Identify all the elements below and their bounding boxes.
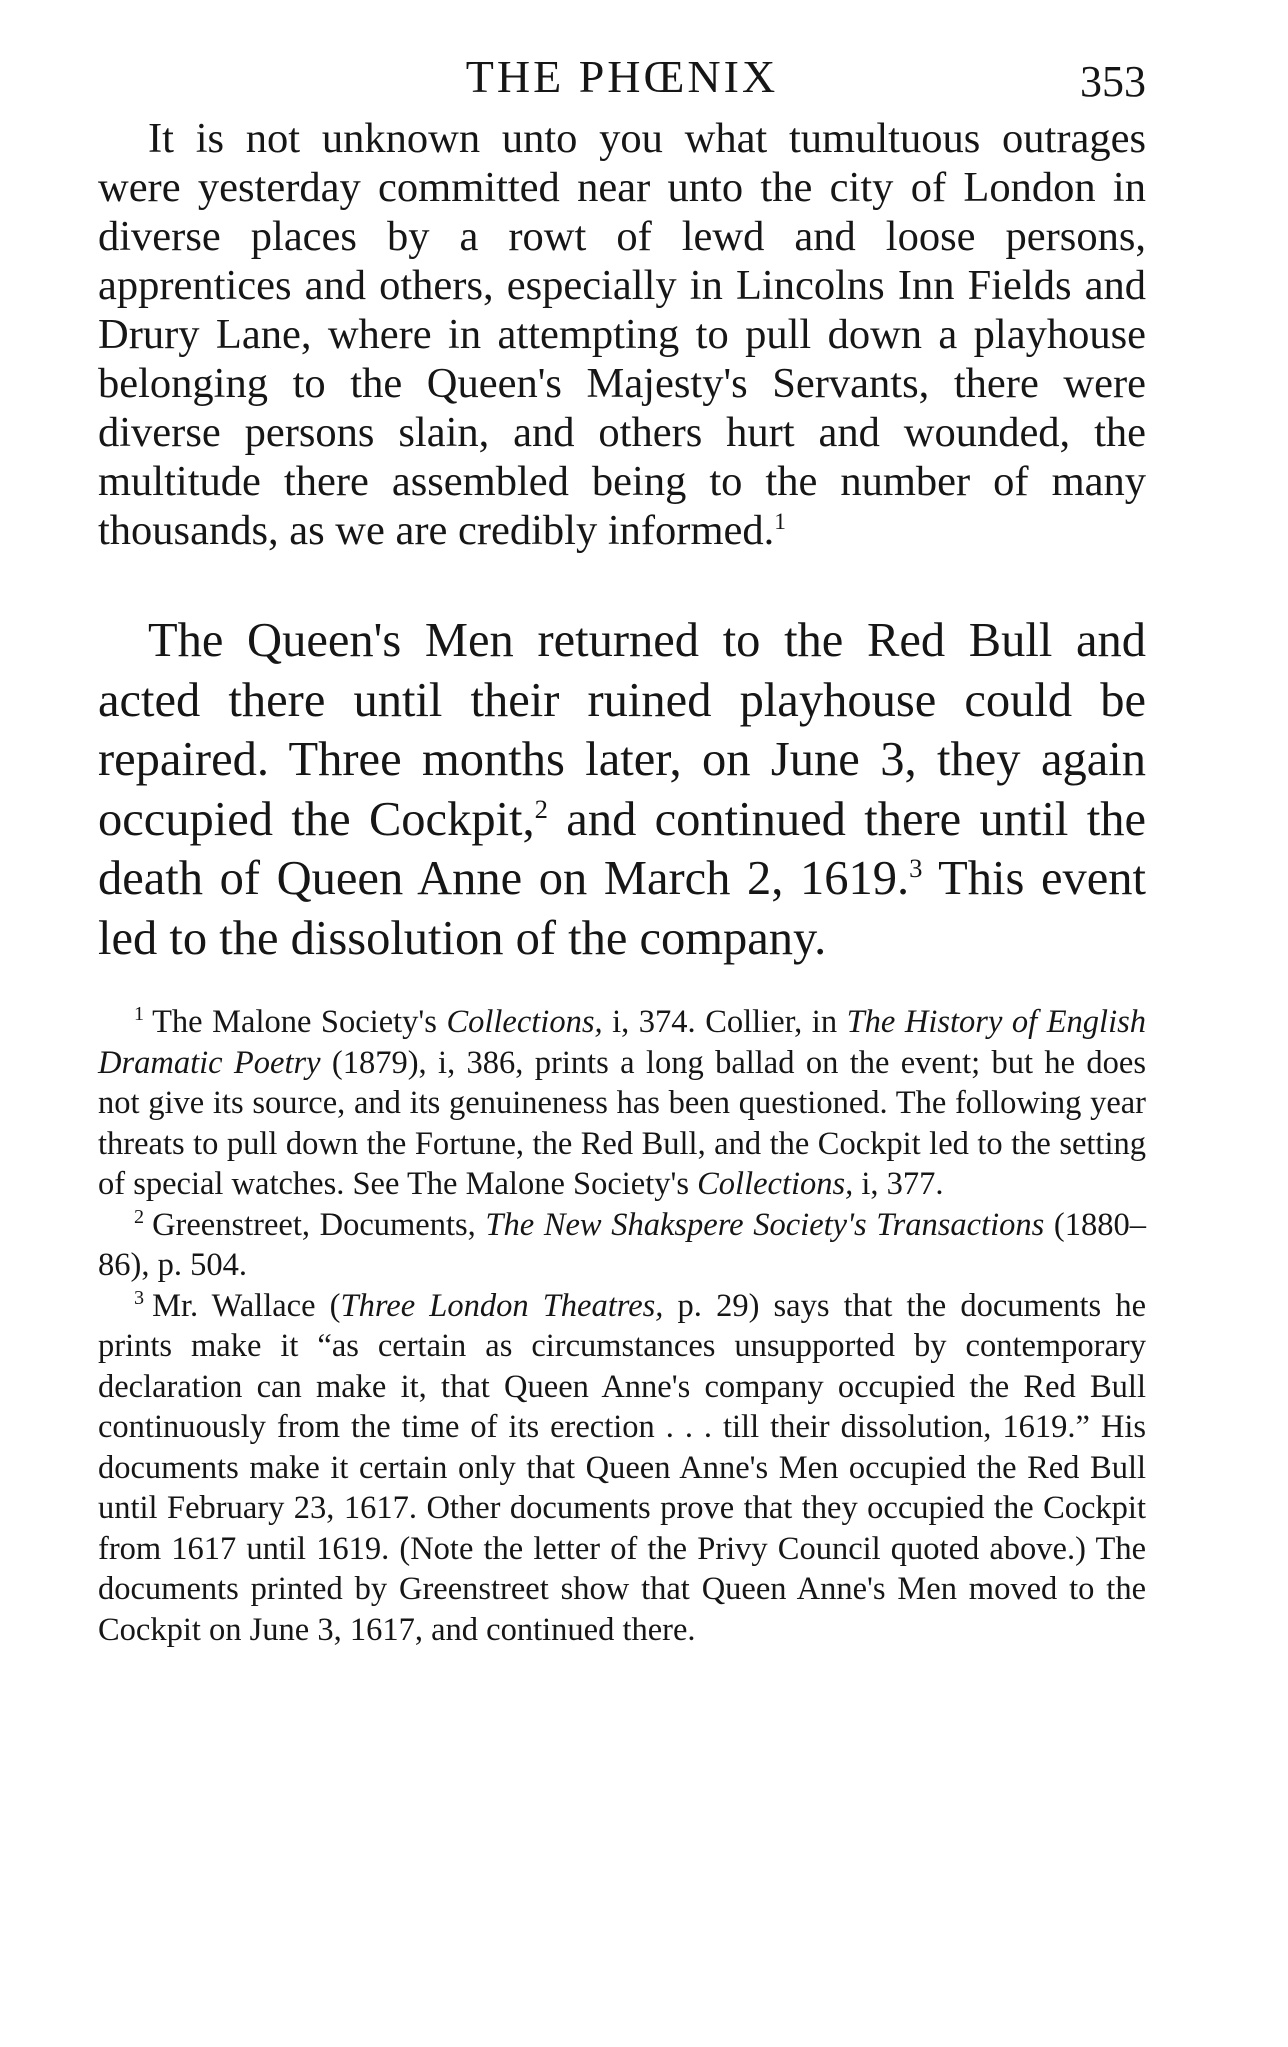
footnote-3-text-a: Mr. Wallace ( (152, 1287, 341, 1324)
footnote-1-text-c: i, 374. Collier, in (602, 1004, 847, 1040)
footnote-1-italic-collections: Collections, (446, 1004, 603, 1040)
footnote-3-text-c: p. 29) says that the documents he prints make it “as certain as circumstances unsupported by contemporary declaration can make it, that Queen Anne's company occupied the Red Bull continuously from the time of its erection . . . till their dissolution, 1619.” His documents make it certain only that Queen Anne's Men occupied the Red Bull until February 23, 1617. Other documents prove that they occupied the Cockpit from 1617 until 1619. (Note the letter of the Privy Council quoted above.) The documents printed by Greenstreet show that Queen Anne's Men moved to the Cockpit on June 3, 1617, and continued there. (98, 1287, 1146, 1648)
body-paragraph (98, 611, 1146, 968)
footnote-ref-1: 1 (774, 508, 786, 535)
body-text-part-1: The Queen's Men returned to the Red Bull and acted there until their ruined playhouse could be repaired. Three months later, on June 3, they again occupied the Cockpit, (98, 614, 1146, 846)
footnote-1-text-a: The Malone Society's (152, 1004, 447, 1040)
footnote-1-text-g: i, 377. (853, 1166, 944, 1202)
book-page (98, 50, 1146, 1650)
footnote-2-text-a: Greenstreet, Documents, (152, 1206, 486, 1243)
running-title: THE PHŒNIX (465, 51, 779, 102)
block-quote (98, 114, 1146, 555)
footnote-3 (98, 1286, 1146, 1651)
footnotes (98, 1002, 1146, 1650)
footnote-1-italic-collections-2: Collections, (697, 1166, 854, 1202)
footnote-ref-3: 3 (909, 852, 923, 883)
footnote-3-italic-theatres: Three London Theatres, (340, 1287, 664, 1324)
footnote-ref-2: 2 (534, 793, 548, 824)
footnote-2-italic-transactions: The New Shakspere Society's Transactions (485, 1206, 1045, 1243)
footnote-2-text-c: (1880–86), p. 504. (98, 1206, 1146, 1283)
footnote-2-mark: 2 (134, 1205, 145, 1228)
body-text-part-3: This event led to the dissolution of the company. (98, 852, 1146, 965)
quote-text: It is not unknown unto you what tumultuous outrages were yesterday committed near unto the city of London in diverse places by a rowt of lewd and loose persons, apprentices and others, especially in Lincolns Inn Fields and Drury Lane, where in attempting to pull down a playhouse belonging to the Queen's Majesty's Servants, there were diverse persons slain, and others hurt and wounded, the multitude there assembled being to the number of many thousands, as we are credibly informed. (98, 115, 1146, 554)
footnote-1-mark: 1 (134, 1003, 145, 1026)
footnote-2 (98, 1205, 1146, 1286)
footnote-1 (98, 1002, 1146, 1205)
page-number: 353 (1080, 57, 1146, 106)
footnote-1-italic-history: The History of English Dramatic Poetry (98, 1004, 1147, 1081)
body-text-part-2: and continued there until the death of Queen Anne on March 2, 1619. (98, 792, 1146, 905)
footnote-1-text-e: (1879), i, 386, prints a long ballad on the event; but he does not give its source, and its genuineness has been questioned. The following year threats to pull down the Fortune, the Red Bull, and the Cockpit led to the setting of special watches. See The Malone Society's (98, 1044, 1146, 1202)
running-head (98, 50, 1146, 112)
footnote-3-mark: 3 (134, 1286, 145, 1309)
